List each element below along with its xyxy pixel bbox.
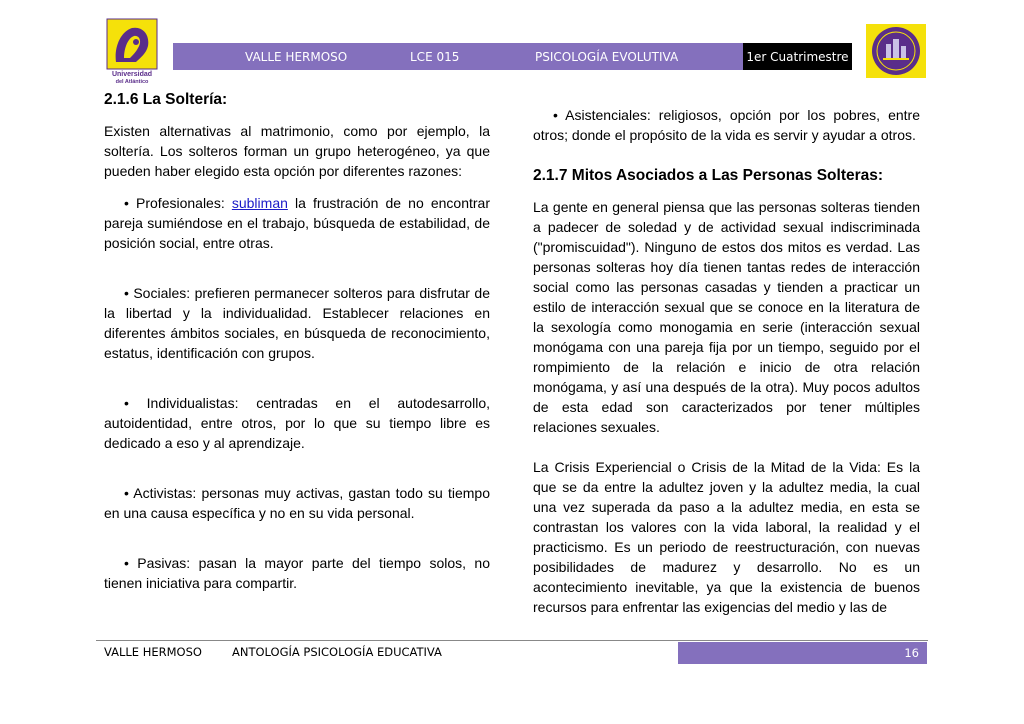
header-bar [173, 43, 743, 70]
bullet-asistenciales: • Asistenciales: religiosos, opción por los pobres, entre otros; donde el propósito de la vida es servir y ayudar a otros. [533, 107, 920, 143]
university-logo-left [106, 18, 158, 84]
intro-paragraph: Existen alternativas al matrimonio, como por ejemplo, la soltería. Los solteros forman un grupo heterogéneo, ya que pueden haber elegido esta opción por diferentes razones: [104, 123, 490, 179]
header-course-code: LCE 015 [410, 50, 460, 64]
left-column [104, 90, 490, 593]
mitos-paragraph: La gente en general piensa que las personas solteras tienden a padecer de soledad y de actividad sexual indiscriminada ("promiscuidad"). Ninguno de estos dos mitos es verdad. Las personas solteras hoy día tienen tantas redes de interacción social como las personas casadas y tienden a practicar un estilo de interacción sexual que se conoce en la literatura de la sexología como monogamia en serie (interacción sexual monógama con una pareja fija por un tiempo, seguido por el rompimiento de la relación e inicio de otra relación monógama, y así una después de la otra). Muy pocos adultos de esta edad son caracterizados por tener múltiples relaciones sexuales. [533, 199, 920, 435]
bullet-profesionales [104, 193, 490, 253]
bullet-sociales: • Sociales: prefieren permanecer solteros para disfrutar de la libertad y la individualidad. Establecer relaciones en diferentes ámbitos sociales, en búsqueda de reconocimiento, estatus, identificación con grupos. [104, 285, 490, 361]
svg-text:Universidad: Universidad [111, 71, 153, 78]
bullet-profesionales-text: la frustración de no encontrar pareja sumiéndose en el trabajo, búsqueda de estabilidad, de posición social, entre otras. [104, 195, 490, 251]
footer-divider [96, 640, 928, 641]
bullet-pasivas: • Pasivas: pasan la mayor parte del tiempo solos, no tienen iniciativa para compartir. [104, 555, 490, 591]
page-number: 16 [678, 642, 927, 664]
footer-info [104, 645, 442, 659]
footer-campus: VALLE HERMOSO [104, 645, 202, 659]
section-heading-mitos: 2.1.7 Mitos Asociados a Las Personas Solteras: [533, 167, 884, 184]
crisis-paragraph: La Crisis Experiencial o Crisis de la Mitad de la Vida: Es la que se da entre la adultez joven y la adultez media, la cual una vez superada da paso a la adultez media, en esta se contrastan los valores con la vida laboral, la realidad y el practicismo. Es un periodo de reestructuración, con nuevas posibilidades de madurez y desarrollo. No es un acontecimiento inevitable, ya que la existencia de buenos recursos para enfrentar las exigencias del medio y las de [533, 459, 920, 615]
section-heading-solteria: 2.1.6 La Soltería: [104, 91, 228, 108]
bullet-profesionales-label: • Profesionales: [124, 195, 232, 211]
header-subject: PSICOLOGÍA EVOLUTIVA [535, 50, 679, 64]
bullet-activistas: • Activistas: personas muy activas, gastan todo su tiempo en una causa específica y no en su vida personal. [104, 485, 490, 521]
footer-title: ANTOLOGÍA PSICOLOGÍA EDUCATIVA [231, 645, 442, 659]
university-seal-right [866, 24, 926, 78]
right-column [533, 105, 920, 617]
header-term: 1er Cuatrimestre [743, 43, 852, 70]
header-campus: VALLE HERMOSO [245, 50, 348, 64]
svg-text:del Atlántico: del Atlántico [115, 79, 149, 84]
subliman-link[interactable]: subliman [231, 195, 288, 211]
bullet-individualistas: • Individualistas: centradas en el autodesarrollo, autoidentidad, entre otros, por lo que su tiempo libre es dedicado a eso y al aprendizaje. [104, 395, 490, 451]
